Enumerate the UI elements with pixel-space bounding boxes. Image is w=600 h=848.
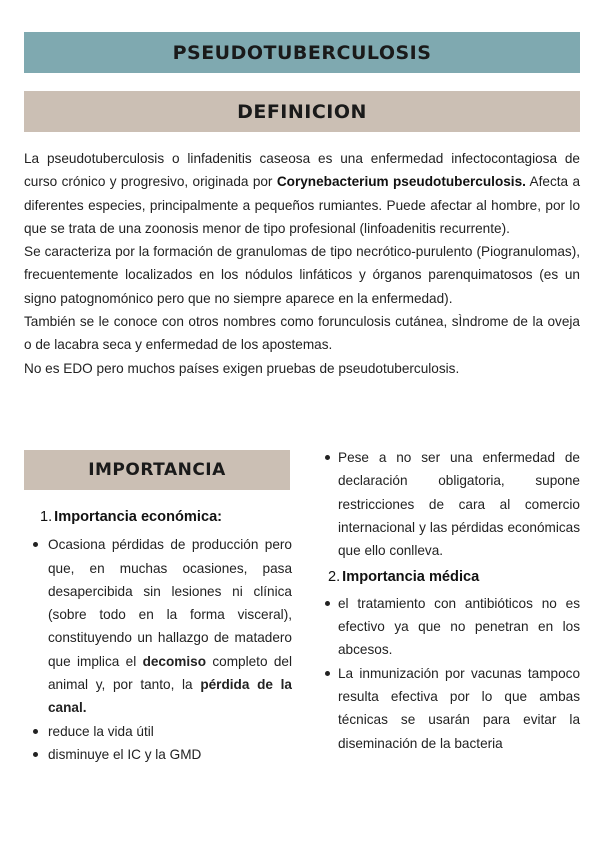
importancia-left-column (24, 506, 292, 766)
importancia-medica-heading (322, 566, 580, 589)
decomiso-term: decomiso (142, 653, 207, 669)
economica-b1-part-c: completo del animal y, por tanto, la (48, 653, 292, 693)
importancia-medica-number: 2. (328, 569, 341, 586)
importancia-economica-list (24, 533, 292, 766)
definicion-paragraph-3: También se le conoce con otros nombres como forunculosis cutánea, sÌndrome de la oveja o de lacabra seca y enfermedad de los apostemas. (24, 314, 580, 353)
definicion-p1-part-a: La pseudotuberculosis o linfadenitis caseosa es una enfermedad infectocontagiosa de curso crónico y progresivo, originada por (24, 151, 580, 190)
list-item (24, 533, 292, 719)
list-item: Pese a no ser una enfermedad de declaración obligatoria, supone restricciones de cara al comercio internacional y las pérdidas económicas que ello conlleva. (322, 446, 580, 562)
importancia-right-column (322, 446, 580, 755)
definicion-text (24, 147, 580, 380)
definicion-paragraph-4: No es EDO pero muchos países exigen pruebas de pseudotuberculosis. (24, 360, 460, 376)
importancia-economica-number: 1. (40, 509, 53, 525)
importancia-economica-heading (24, 506, 292, 529)
page-title: PSEUDOTUBERCULOSIS (24, 32, 580, 73)
list-item: La inmunización por vacunas tampoco resulta efectiva por lo que ambas técnicas se usarán para evitar la diseminación de la bacteria (322, 662, 580, 755)
definicion-p1-part-c: Afecta a diferentes especies, principalmente a pequeños rumiantes. Puede afectar al hombre, por lo que se trata de una zoonosis menor de tipo profesional (linfoadenitis recurrente). (24, 174, 580, 236)
perdida-canal-term: pérdida de la canal. (48, 677, 292, 716)
definicion-paragraph-1 (24, 147, 580, 240)
list-item: el tratamiento con antibióticos no es efectivo ya que no penetran en los abcesos. (322, 592, 580, 662)
importancia-heading: IMPORTANCIA (24, 450, 290, 490)
economica-b1-part-a: Ocasiona pérdidas de producción pero que, en muchas ocasiones, pasa desapercibida sin lesiones ni clínica (sobre todo en la forma visceral), constituyendo un hallazgo de matadero que implica el (48, 537, 292, 669)
importancia-medica-list (322, 592, 580, 755)
definicion-heading: DEFINICION (24, 91, 580, 132)
list-item: reduce la vida útil (24, 720, 292, 743)
list-item: disminuye el IC y la GMD (24, 743, 292, 766)
definicion-paragraph-2: Se caracteriza por la formación de granulomas de tipo necrótico-purulento (Piogranulomas), frecuentemente localizados en los nódulos linfáticos y órganos parenquimatosos (es un signo patognomónico pero que no siempre aparece en la enfermedad). (24, 244, 580, 306)
importancia-economica-label: Importancia económica: (54, 509, 223, 525)
pathogen-name: Corynebacterium pseudotuberculosis. (276, 174, 526, 190)
importancia-economica-list-continued (322, 446, 580, 562)
importancia-medica-label: Importancia médica (342, 569, 480, 586)
